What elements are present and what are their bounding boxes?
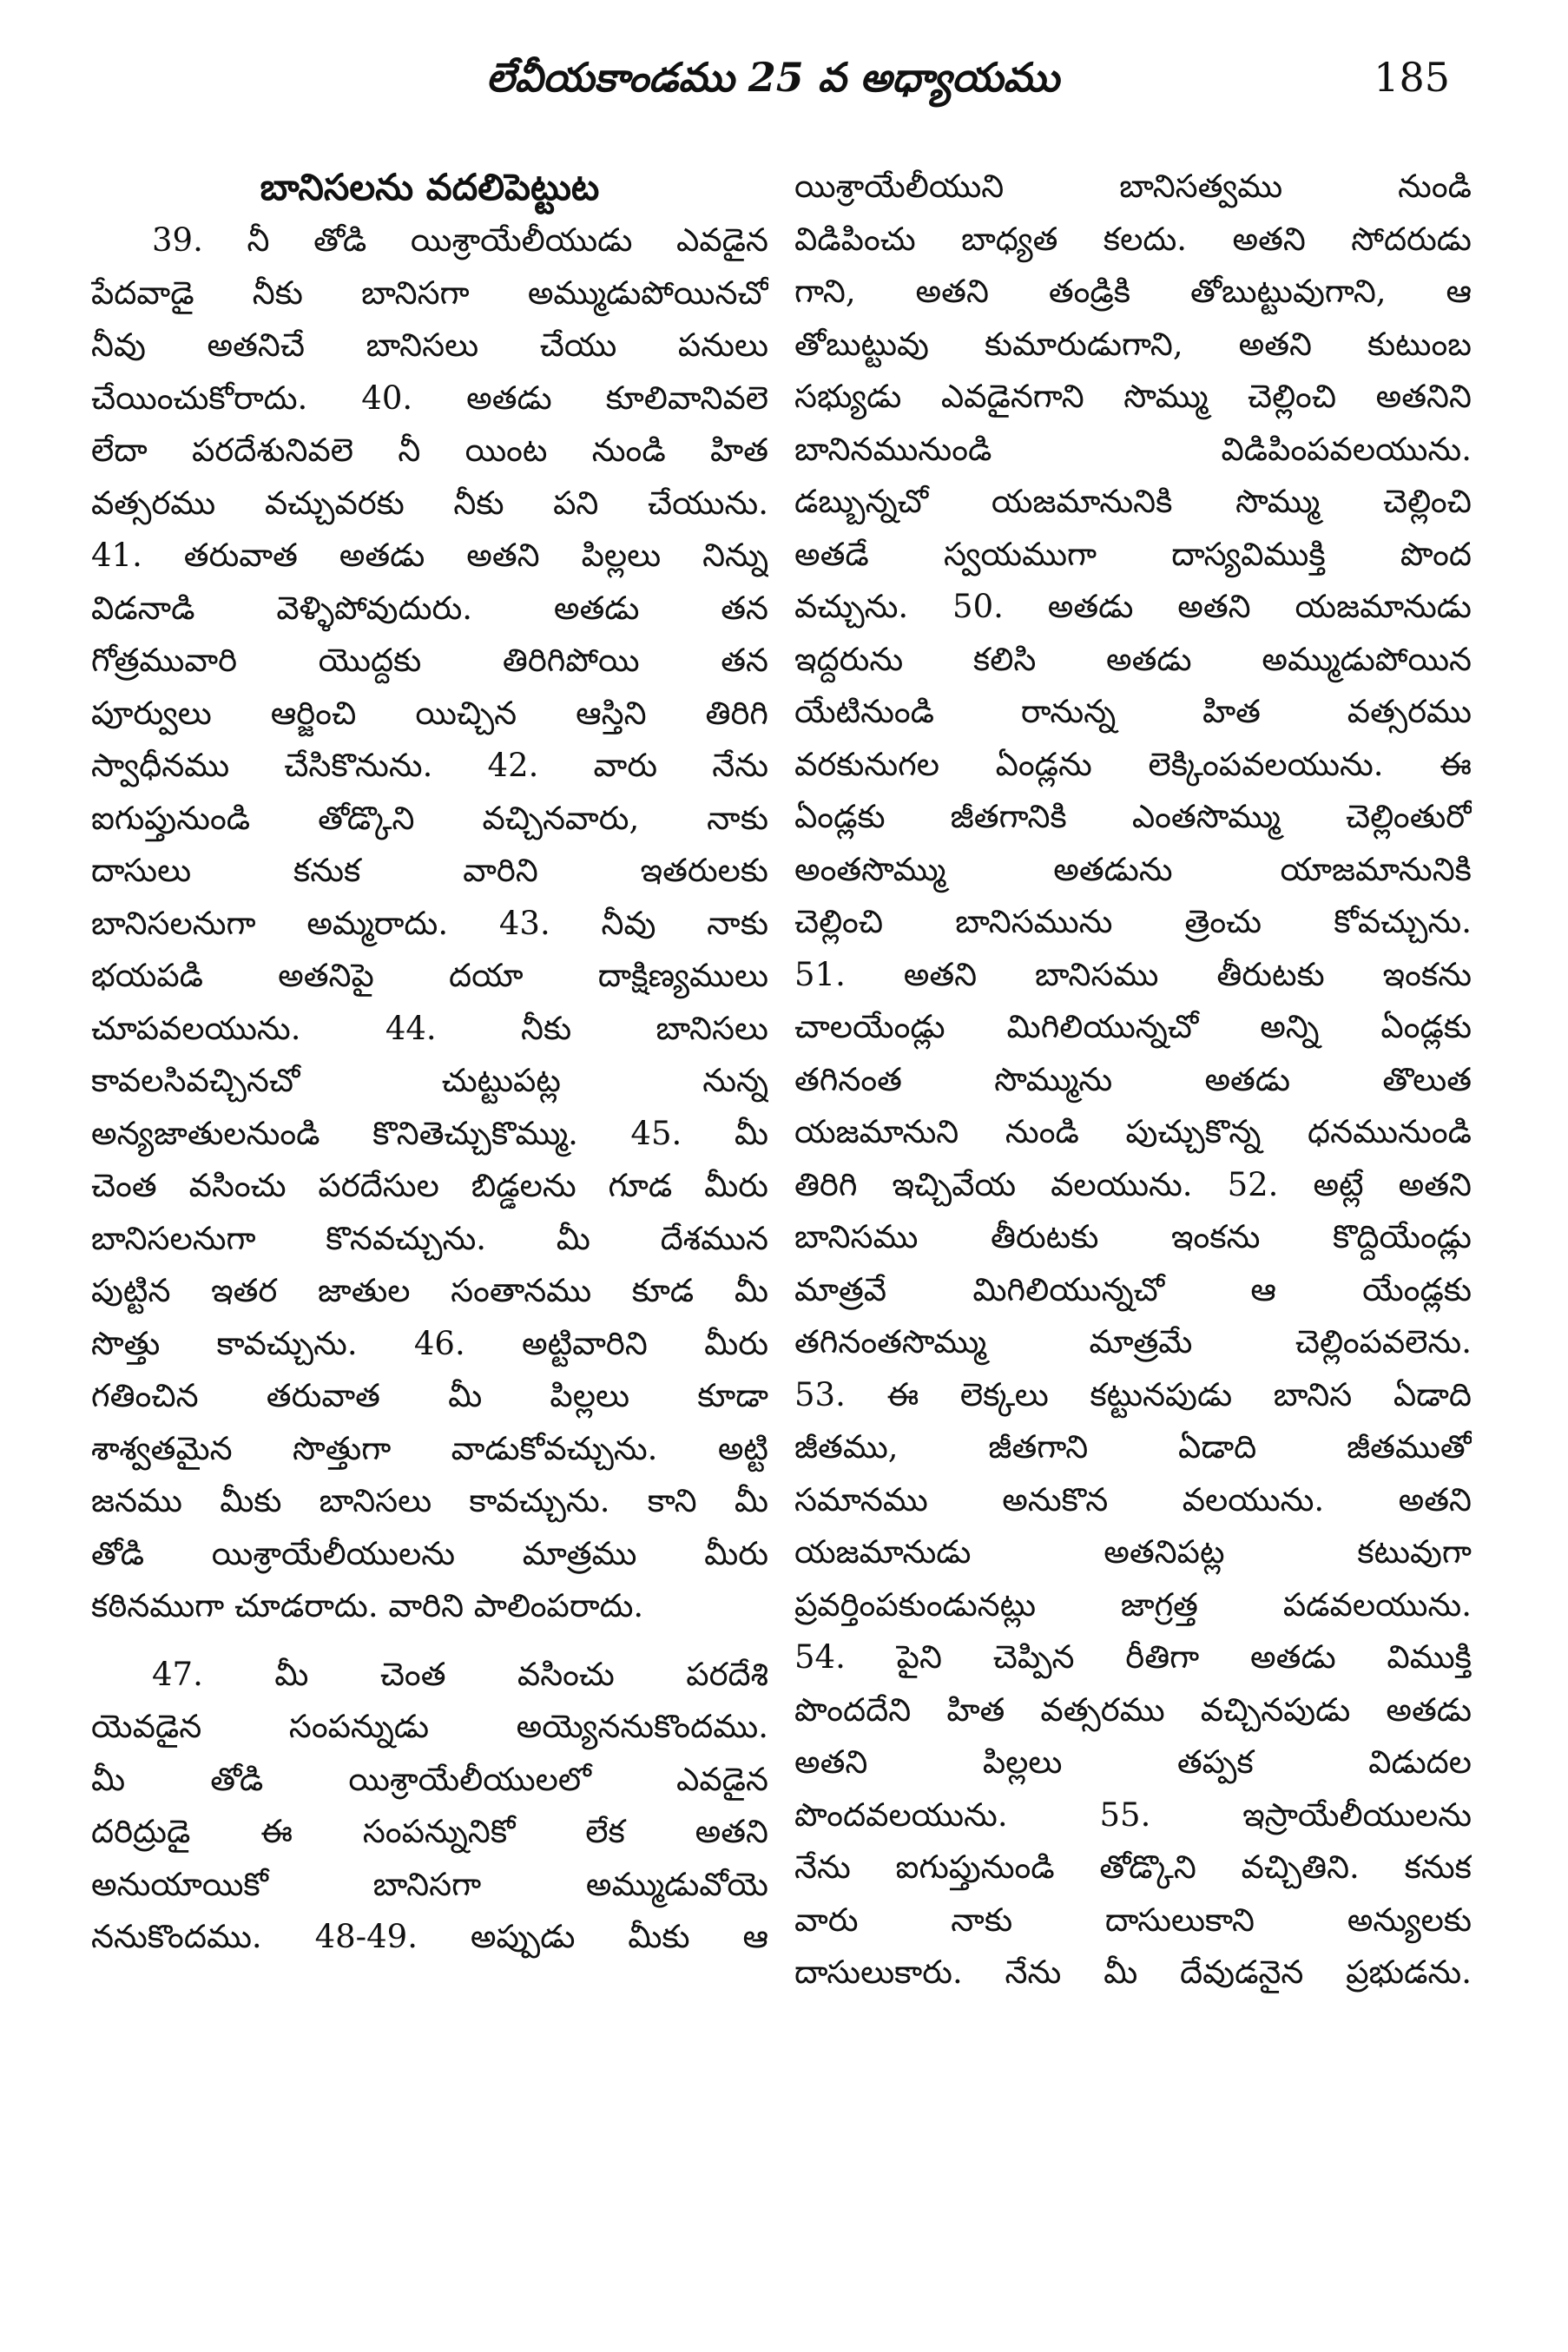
text-line: గతించిన తరువాత మీ పిల్లలు కూడా [91,1377,768,1414]
text-line: కావలసివచ్చినచో చుట్టుపట్ల నున్న [91,1062,768,1099]
text-line: వత్సరము వచ్చువరకు నీకు పని చేయును. [91,484,768,522]
text-line: ప్రవర్తింపకుండునట్లు జాగ్రత్త పడవలయును. [794,1585,1472,1624]
paragraph-47-49 [91,1649,768,1964]
text-line: చెల్లించి బానిసమును త్రెంచు కోవచ్చును. [794,903,1472,940]
text-line: చేయించుకోరాదు. 40. అతడు కూలివానివలె [91,379,768,417]
left-column [91,161,768,1964]
text-line: యెవడైన సంపన్నుడు అయ్యెననుకొందము. [91,1708,768,1745]
text-line: 41. తరువాత అతడు అతని పిల్లలు నిన్ను [91,537,768,574]
text-line: జీతము, జీతగాని ఏడాది జీతముతో [794,1428,1472,1466]
text-line: బానిసలనుగా కొనవచ్చును. మీ దేశమున [91,1219,768,1257]
text-line: దాసులు కనుక వారిని ఇతరులకు [91,852,768,889]
text-line: వచ్చును. 50. అతడు అతని యజమానుడు [794,588,1472,625]
text-line: 54. పైని చెప్పిన రీతిగా అతడు విముక్తి [794,1638,1472,1676]
text-line: విడిపించు బాధ్యత కలదు. అతని సోదరుడు [794,220,1472,258]
text-line: గాని, అతని తండ్రికి తోబుట్టువుగాని, ఆ [794,273,1472,310]
text-line: డబ్బున్నచో యజమానునికి సొమ్ము చెల్లించి [794,483,1472,520]
text-line: శాశ్వతమైన సొత్తుగా వాడుకోవచ్చును. అట్టి [91,1429,768,1467]
text-line: దరిద్రుడై ఈ సంపన్నునికో లేక అతని [91,1813,768,1850]
text-line: విడనాడి వెళ్ళిపోవుదురు. అతడు తన [91,589,768,627]
text-line: దాసులుకారు. నేను మీ దేవుడనైన ప్రభుడను. [794,1953,1472,1991]
text-line: తగినంతసొమ్ము మాత్రమే చెల్లింపవలెను. [794,1323,1472,1360]
text-line: తోబుట్టువు కుమారుడుగాని, అతని కుటుంబ [794,325,1472,363]
text-line: పుట్టిన ఇతర జాతుల సంతానము కూడ మీ [91,1272,768,1309]
text-line: మీ తోడి యిశ్రాయేలీయులలో ఎవడైన [91,1760,768,1798]
text-line: చూపవలయును. 44. నీకు బానిసలు [91,1009,768,1047]
right-column [794,161,1472,2000]
text-line: 53. ఈ లెక్కలు కట్టునపుడు బానిస ఏడాది [794,1375,1472,1413]
text-line: 51. అతని బానిసము తీరుటకు ఇంకను [794,955,1472,993]
text-line: బానిసలనుగా అమ్మరాదు. 43. నీవు నాకు [91,904,768,942]
running-title: లేవీయకాండము 25 వ అధ్యాయము [485,54,1059,101]
text-line: యజమానుడు అతనిపట్ల కటువుగా [794,1533,1472,1571]
text-line: సమానము అనుకొన వలయును. అతని [794,1480,1472,1519]
text-line: జనము మీకు బానిసలు కావచ్చును. కాని మీ [91,1482,768,1519]
text-line: లేదా పరదేశునివలె నీ యింట నుండి హిత [91,432,768,469]
text-line: ననుకొందము. 48-49. అప్పుడు మీకు ఆ [91,1918,768,1955]
page-header [96,54,1450,115]
text-line: అంతసొమ్ము అతడును యాజమానునికి [794,850,1472,888]
paragraph-39-46 [91,214,768,1633]
text-line: స్వాధీనము చేసికొనును. 42. వారు నేను [91,747,768,784]
text-line: సొత్తు కావచ్చును. 46. అట్టివారిని మీరు [91,1324,768,1362]
text-line: చాలయేండ్లు మిగిలియున్నచో అన్ని ఏండ్లకు [794,1008,1472,1045]
text-line: యేటినుండి రానున్న హిత వత్సరము [794,693,1472,730]
text-line: మాత్రవే మిగిలియున్నచో ఆ యేండ్లకు [794,1270,1472,1308]
text-line: బానినమునుండి విడిపింపవలయును. [794,430,1472,468]
text-line: చెంత వసించు పరదేసుల బిడ్డలను గూడ మీరు [91,1167,768,1204]
paragraph-continued [794,161,1472,2000]
page-number: 185 [1374,54,1450,101]
text-line: వారు నాకు దాసులుకాని అన్యులకు [794,1901,1472,1939]
text-line: నీవు అతనిచే బానిసలు చేయు పనులు [91,326,768,364]
text-line: 47. మీ చెంత వసించు పరదేశి [152,1655,768,1693]
text-line: గోత్రమువారి యొద్దకు తిరిగిపోయి తన [91,642,768,679]
text-line: అతడే స్వయముగా దాస్యవిముక్తి పొంద [794,535,1472,573]
text-line: అతని పిల్లలు తప్పక విడుదల [794,1743,1472,1781]
text-line: యజమానుని నుండి పుచ్చుకొన్న ధనమునుండి [794,1113,1472,1150]
text-line: పొందదేని హిత వత్సరము వచ్చినపుడు అతడు [794,1690,1472,1729]
paragraph-gap [91,1633,768,1649]
text-line: భయపడి అతనిపై దయా దాక్షిణ్యములు [91,957,768,994]
text-line: సభ్యుడు ఎవడైనగాని సొమ్ము చెల్లించి అతనిని [794,378,1472,415]
text-line: పేదవాడై నీకు బానిసగా అమ్ముడుపోయినచో [91,273,768,312]
text-line: ఇద్దరును కలిసి అతడు అమ్ముడుపోయిన [794,640,1472,678]
text-line: ఏండ్లకు జీతగానికి ఎంతసొమ్ము చెల్లింతురో [794,798,1472,835]
text-line: అన్యజాతులనుండి కొనితెచ్చుకొమ్ము. 45. మీ [91,1114,768,1152]
text-line: నేను ఐగుప్తునుండి తోడ్కొని వచ్చితిని. కనుక [794,1848,1472,1886]
section-heading: బానిసలను వదలిపెట్టుట [260,166,600,208]
text-line: వరకునుగల ఏండ్లను లెక్కింపవలయును. ఈ [794,745,1472,783]
text-line: పూర్వులు ఆర్జించి యిచ్చిన ఆస్తిని తిరిగి [91,694,768,732]
text-line: తగినంత సొమ్మును అతడు తొలుత [794,1060,1472,1098]
text-line: యిశ్రాయేలీయుని బానిసత్వము నుండి [794,168,1472,205]
text-line: 39. నీ తోడి యిశ్రాయేలీయుడు ఎవడైన [152,221,768,259]
text-line: అనుయాయికో బానిసగా అమ్ముడువోయె [91,1865,768,1903]
text-line: కఠినముగా చూడరాదు. వారిని పాలింపరాదు. [91,1587,644,1624]
text-line: ఐగుప్తునుండి తోడ్కొని వచ్చినవారు, నాకు [91,799,768,837]
text-line: బానిసము తీరుటకు ఇంకను కొద్దియేండ్లు [794,1218,1472,1255]
text-line: తోడి యిశ్రాయేలీయులను మాత్రము మీరు [91,1534,768,1572]
text-line: తిరిగి ఇచ్చివేయ వలయును. 52. అట్లే అతని [794,1165,1472,1203]
text-line: పొందవలయును. 55. ఇస్రాయేలీయులను [794,1795,1472,1834]
